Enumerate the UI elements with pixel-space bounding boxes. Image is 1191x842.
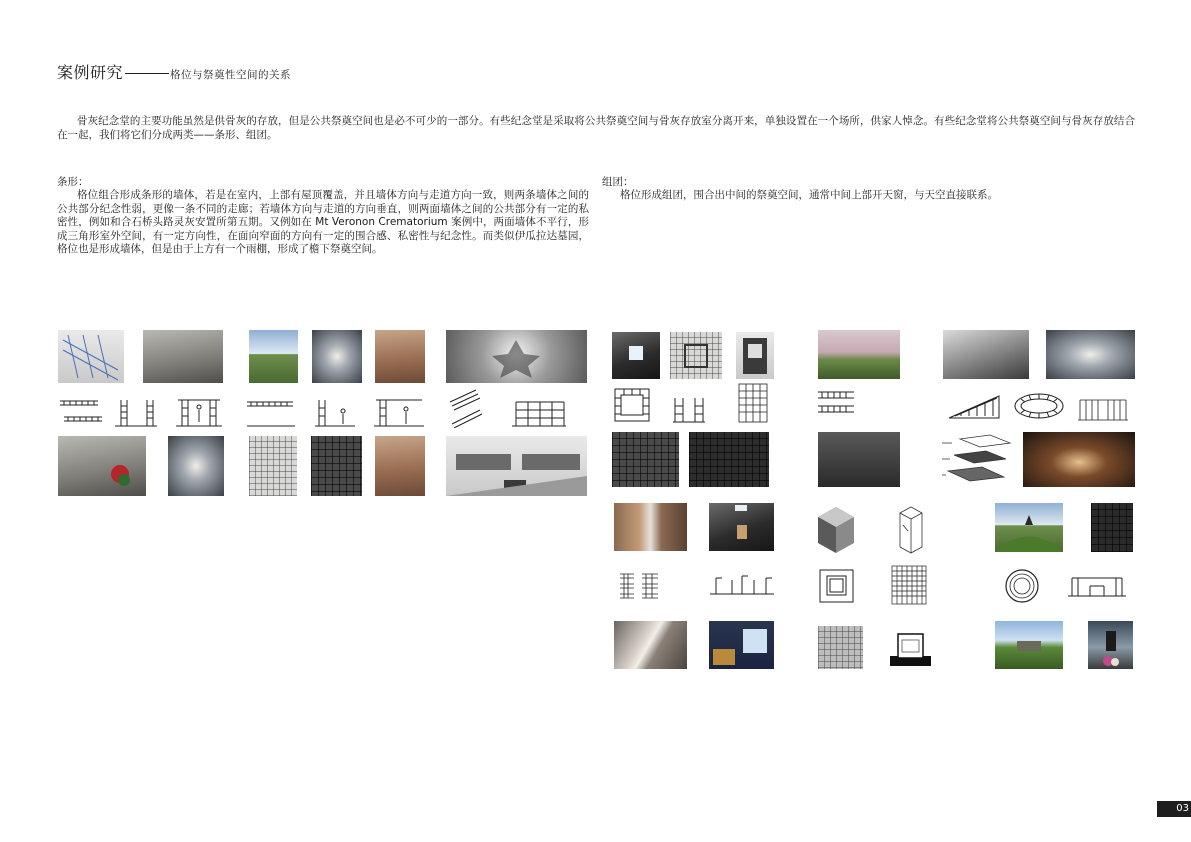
strip-paragraph: 格位组合形成条形的墙体，若是在室内，上部有屋顶覆盖，并且墙体方向与走道方向一致，则两条墙体之间的公共部分纪念性弱，更像一条不同的走廊；若墙体方向与走道的方向垂直，则两面墙体之间的公共部分有一定的私密性，例如和合石桥头路灵灰安置所第五期。又例如在 Mt Veronon Crematorium 案例中，两面墙体不平行，形成三角形室外空间，有一定方向性，在面向窄面的方向有一定的围合感、私密性与纪念性。而类似伊瓜拉达墓园，格位也是形成墙体，但是由于上方有一个雨棚，形成了檐下祭奠空间。 — [57, 189, 589, 255]
elevation-diagram — [737, 382, 769, 424]
case-photo — [1023, 432, 1135, 487]
page-number: 03 — [1157, 801, 1191, 817]
case-photo — [1088, 621, 1133, 669]
ring-plan-diagram — [1004, 568, 1040, 604]
title-main: 案例研究 — [57, 63, 124, 82]
case-photo — [818, 330, 900, 379]
case-photo — [943, 330, 1029, 379]
case-photo — [818, 626, 863, 669]
ring-plan-diagram — [1013, 390, 1065, 422]
case-photo — [1091, 503, 1133, 552]
case-photo — [818, 432, 900, 487]
case-photo — [58, 436, 146, 496]
case-photo — [670, 332, 722, 379]
cluster-paragraph: 格位形成组团，围合出中间的祭奠空间，通常中间上部开天窗，与天空直接联系。 — [620, 189, 998, 201]
case-photo — [612, 432, 679, 487]
case-photo — [375, 330, 425, 383]
section-diagram — [174, 396, 224, 428]
plan-diagram — [818, 568, 855, 604]
exploded-axon-diagram — [940, 433, 1015, 488]
case-photo — [736, 332, 774, 379]
case-photo — [614, 621, 687, 669]
crystal-form-sketch — [898, 505, 924, 555]
cluster-heading: 组团： — [602, 176, 634, 188]
case-photo — [312, 330, 362, 383]
section-diagram — [888, 630, 933, 668]
plan-diagram — [616, 570, 662, 604]
case-photo — [143, 330, 223, 383]
plan-diagram — [245, 396, 297, 428]
plan-diagram — [446, 388, 486, 428]
title-subtitle: 格位与祭奠性空间的关系 — [170, 69, 292, 81]
section-diagram — [708, 574, 776, 596]
section-diagram — [113, 396, 158, 428]
title-dash — [125, 73, 169, 74]
case-photo — [614, 503, 687, 551]
case-photo — [612, 332, 660, 379]
section-diagram — [313, 396, 358, 428]
triangle-plan-diagram — [947, 392, 1003, 422]
case-photo — [709, 621, 774, 669]
elevation-diagram — [890, 564, 928, 606]
crystal-form-render — [816, 505, 856, 555]
case-photo — [58, 330, 124, 383]
plan-diagram — [58, 393, 108, 428]
section-diagram — [671, 392, 707, 424]
case-photo — [709, 503, 774, 551]
case-photo — [446, 436, 587, 496]
case-photo — [311, 436, 362, 496]
section-diagram — [372, 396, 425, 428]
case-photo — [446, 330, 587, 383]
section-diagram — [510, 396, 568, 428]
plan-diagram — [612, 386, 652, 424]
case-photo — [249, 436, 297, 496]
case-photo — [689, 432, 769, 487]
case-photo — [995, 621, 1063, 669]
plan-diagram — [816, 388, 856, 418]
case-photo — [375, 436, 425, 496]
section-diagram — [1066, 574, 1128, 598]
case-photo — [1046, 330, 1135, 379]
case-photo — [995, 503, 1063, 552]
page-title — [57, 60, 291, 83]
aerial-star-plan — [446, 330, 587, 383]
intro-paragraph: 骨灰纪念堂的主要功能虽然是供骨灰的存放，但是公共祭奠空间也是必不可少的一部分。有些纪念堂是采取将公共祭奠空间与骨灰存放室分离开来，单独设置在一个场所，供家人悼念。有些纪念堂将公共祭奠空间与骨灰存放结合在一起，我们将它们分成两类——条形、组团。 — [57, 115, 1135, 141]
case-photo — [168, 436, 224, 496]
stair-grid-sketch — [58, 330, 124, 383]
strip-heading: 条形： — [57, 176, 89, 188]
section-diagram — [1076, 396, 1130, 422]
case-photo — [249, 330, 298, 383]
